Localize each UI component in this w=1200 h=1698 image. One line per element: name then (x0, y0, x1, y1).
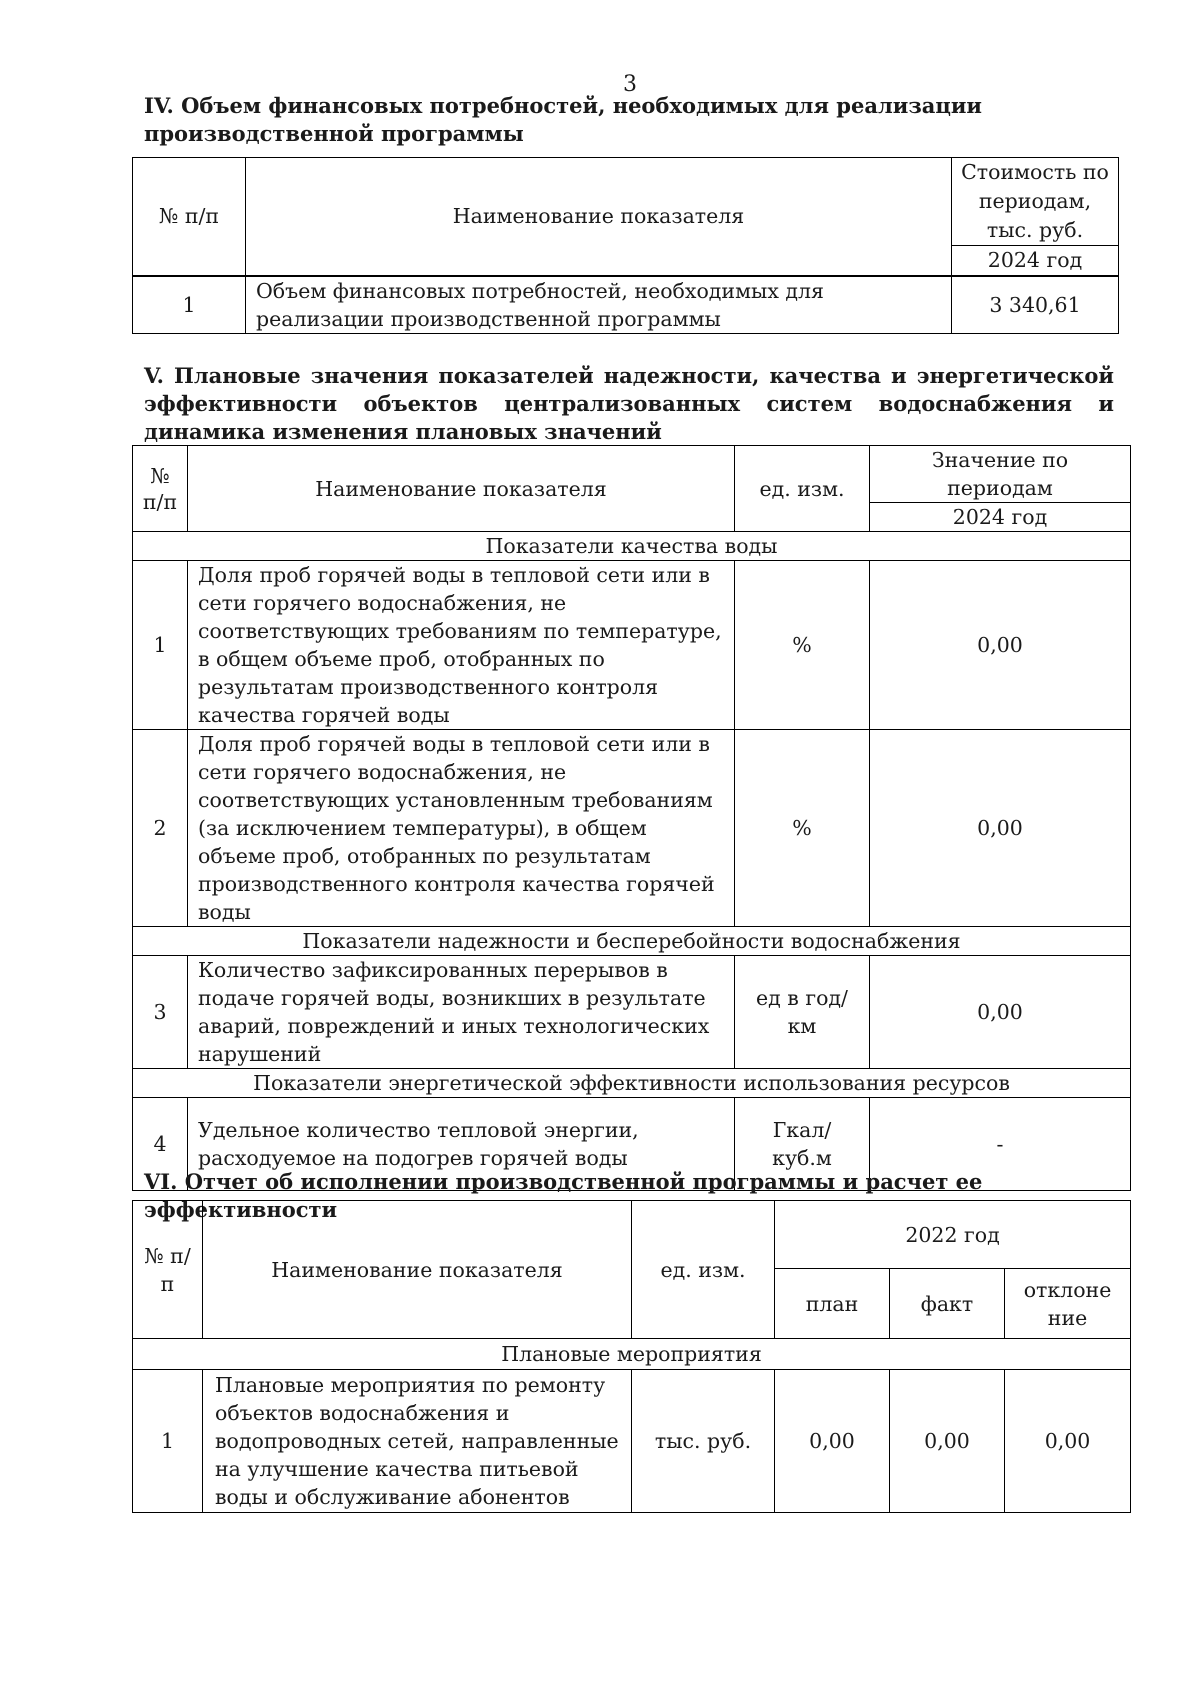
header-num: № п/п (133, 1201, 203, 1339)
indicators-table (132, 445, 1131, 1191)
financial-needs-table (132, 157, 1119, 334)
row-name: Объем финансовых потребностей, необходимых для реализации производственной программы (246, 276, 952, 334)
row-num: 2 (133, 730, 188, 927)
header-fact: факт (890, 1269, 1005, 1339)
section-5-title: V. Плановые значения показателей надежности, качества и энергетической эффективности объектов централизованных систем водоснабжения и динамика изменения плановых значений (144, 363, 1114, 444)
row-name: Плановые мероприятия по ремонту объектов водоснабжения и водопроводных сетей, направленные на улучшение качества питьевой воды и обслуживание абонентов (203, 1370, 632, 1513)
header-year: 2022 год (775, 1201, 1131, 1269)
row-num: 3 (133, 956, 188, 1069)
header-num: № п/п (133, 158, 246, 276)
row-unit: % (735, 561, 870, 730)
header-unit: ед. изм. (735, 446, 870, 532)
table-row (133, 561, 1131, 730)
table-row (133, 730, 1131, 927)
header-cost: Стоимость по периодам, тыс. руб. (952, 158, 1119, 246)
group-planned-activities: Плановые мероприятия (133, 1339, 1131, 1370)
row-value: 0,00 (870, 956, 1131, 1069)
row-num: 1 (133, 561, 188, 730)
group-water-quality: Показатели качества воды (133, 532, 1131, 561)
row-num: 1 (133, 1370, 203, 1513)
row-name: Количество зафиксированных перерывов в подаче горячей воды, возникших в результате аварий, повреждений и иных технологических нарушений (188, 956, 735, 1069)
header-name: Наименование показателя (246, 158, 952, 276)
header-periods: Значение по периодам (870, 446, 1131, 503)
row-unit: тыс. руб. (632, 1370, 775, 1513)
row-name: Доля проб горячей воды в тепловой сети или в сети горячего водоснабжения, не соответствующих требованиям по температуре, в общем объеме проб, отобранных по результатам производственного контроля качества горячей воды (188, 561, 735, 730)
header-year: 2024 год (870, 503, 1131, 532)
row-plan: 0,00 (775, 1370, 890, 1513)
program-report-table (132, 1200, 1131, 1513)
row-value: 0,00 (870, 561, 1131, 730)
header-deviation: отклонение (1005, 1269, 1131, 1339)
group-reliability: Показатели надежности и бесперебойности водоснабжения (133, 927, 1131, 956)
page-number: 3 (623, 72, 637, 97)
row-unit: Гкал/куб.м (735, 1098, 870, 1191)
row-value: - (870, 1098, 1131, 1191)
row-unit: % (735, 730, 870, 927)
section-6-title: VI. Отчет об исполнении производственной программы и расчет ее эффективности (144, 1169, 983, 1222)
header-num: № п/п (133, 446, 188, 532)
row-num: 4 (133, 1098, 188, 1191)
table-row (133, 1370, 1131, 1513)
group-energy-efficiency: Показатели энергетической эффективности использования ресурсов (133, 1069, 1131, 1098)
header-name: Наименование показателя (188, 446, 735, 532)
header-year: 2024 год (952, 246, 1119, 276)
table-row (133, 276, 1119, 334)
header-unit: ед. изм. (632, 1201, 775, 1339)
row-unit: ед в год/ км (735, 956, 870, 1069)
row-num: 1 (133, 276, 246, 334)
header-name: Наименование показателя (203, 1201, 632, 1339)
row-deviation: 0,00 (1005, 1370, 1131, 1513)
row-name: Удельное количество тепловой энергии, расходуемое на подогрев горячей воды (188, 1098, 735, 1191)
section-4-title: IV. Объем финансовых потребностей, необходимых для реализации производственной программы (144, 93, 983, 146)
row-fact: 0,00 (890, 1370, 1005, 1513)
header-plan: план (775, 1269, 890, 1339)
row-value: 0,00 (870, 730, 1131, 927)
row-name: Доля проб горячей воды в тепловой сети или в сети горячего водоснабжения, не соответствующих установленным требованиям (за исключением температуры), в общем объеме проб, отобранных по результатам производственного контроля качества горячей воды (188, 730, 735, 927)
row-value: 3 340,61 (952, 276, 1119, 334)
table-row (133, 956, 1131, 1069)
